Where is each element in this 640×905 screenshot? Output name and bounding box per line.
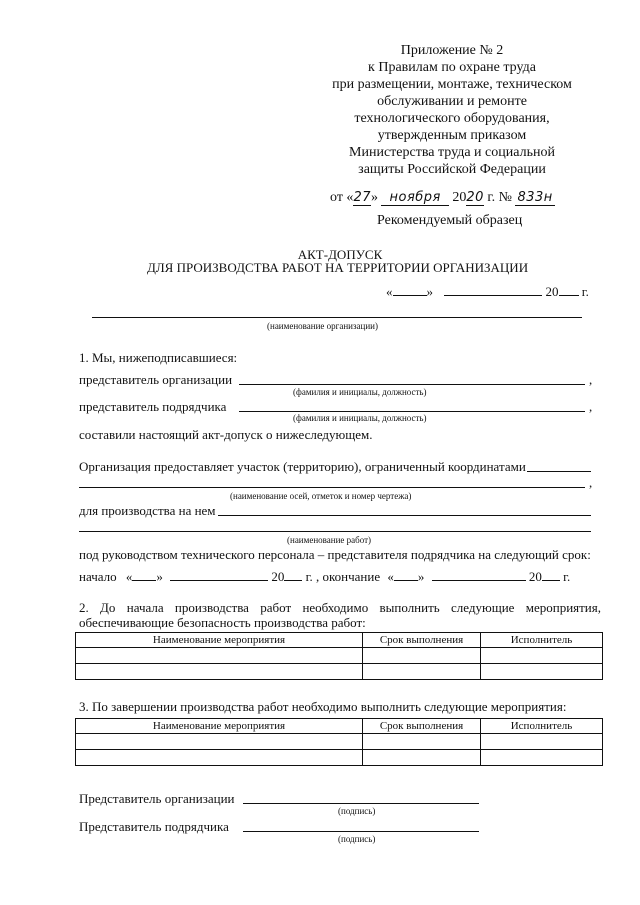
appendix-line: Министерства труда и социальной xyxy=(349,145,555,160)
contractor-signature-hint: (подпись) xyxy=(338,834,376,844)
org-name-line[interactable] xyxy=(92,317,582,318)
supervision-text: под руководством технического персонала – представителя подрядчика на следующий срок: xyxy=(79,547,591,562)
column-header: Исполнитель xyxy=(481,719,603,734)
works-field[interactable] xyxy=(218,515,591,516)
column-header: Наименование мероприятия xyxy=(76,719,363,734)
order-month: ноября xyxy=(381,190,448,206)
order-line: от «27» ноября 2020 г. № 833н xyxy=(330,190,553,205)
org-signature-field[interactable] xyxy=(243,803,479,804)
org-rep-label: представитель организации xyxy=(79,372,233,387)
org-signature-label: Представитель организации xyxy=(79,791,235,806)
org-name-hint: (наименование организации) xyxy=(267,321,378,331)
recommended-sample: Рекомендуемый образец xyxy=(377,213,523,228)
contractor-rep-field[interactable] xyxy=(239,411,585,412)
order-day: 27 xyxy=(353,190,371,205)
measures-table-before xyxy=(75,632,603,680)
table-row xyxy=(76,664,603,680)
contractor-rep-hint: (фамилия и инициалы, должность) xyxy=(293,413,427,423)
org-signature-hint: (подпись) xyxy=(338,806,376,816)
section3-line1: 3. По завершении производства работ необходимо выполнить следующие мероприятия: xyxy=(79,699,567,714)
column-header: Срок выполнения xyxy=(363,633,481,648)
table-row xyxy=(76,648,603,664)
order-number: 833н xyxy=(517,190,553,205)
act-title: АКТ-ДОПУСК xyxy=(297,247,383,262)
order-year: 20 xyxy=(466,190,484,205)
appendix-line: технологического оборудования, xyxy=(354,111,550,126)
appendix-line: Приложение № 2 xyxy=(400,43,504,58)
column-header: Исполнитель xyxy=(481,633,603,648)
contractor-signature-field[interactable] xyxy=(243,831,479,832)
date-line: « » 20 г. xyxy=(386,284,589,299)
table-row xyxy=(76,734,603,750)
contractor-signature-label: Представитель подрядчика xyxy=(79,819,229,834)
org-rep-hint: (фамилия и инициалы, должность) xyxy=(293,387,427,397)
appendix-header xyxy=(322,42,582,178)
org-rep-field[interactable] xyxy=(239,384,585,385)
act-subtitle: ДЛЯ ПРОИЗВОДСТВА РАБОТ НА ТЕРРИТОРИИ ОРГАНИЗАЦИИ xyxy=(147,260,529,275)
column-header: Наименование мероприятия xyxy=(76,633,363,648)
appendix-line: к Правилам по охране труда xyxy=(368,60,536,75)
appendix-line: защиты Российской Федерации xyxy=(358,162,546,177)
axes-field[interactable] xyxy=(79,487,585,488)
section1-heading: 1. Мы, нижеподписавшиеся: xyxy=(79,350,238,365)
section2-line1: 2. До начала производства работ необходимо выполнить следующие мероприятия, xyxy=(79,600,601,615)
appendix-line: обслуживании и ремонте xyxy=(377,94,527,109)
table-row xyxy=(76,750,603,766)
coordinates-field[interactable] xyxy=(527,471,591,472)
works-field-2[interactable] xyxy=(79,531,591,532)
period-line: начало « » 20 г. , окончание « » 20 г. xyxy=(79,569,571,584)
contractor-rep-label: представитель подрядчика xyxy=(79,399,227,414)
axes-hint: (наименование осей, отметок и номер чертежа) xyxy=(230,491,412,501)
works-hint: (наименование работ) xyxy=(287,535,372,545)
area-text: Организация предоставляет участок (территорию), ограниченный координатами xyxy=(79,459,526,474)
composed-text: составили настоящий акт-допуск о нижеследующем. xyxy=(79,427,373,442)
section2-line2: обеспечивающие безопасность производства работ: xyxy=(79,615,366,630)
column-header: Срок выполнения xyxy=(363,719,481,734)
appendix-line: при размещении, монтаже, техническом xyxy=(332,77,572,92)
appendix-line: утвержденным приказом xyxy=(377,128,527,143)
measures-table-after xyxy=(75,718,603,766)
for-works-label: для производства на нем xyxy=(79,503,216,518)
